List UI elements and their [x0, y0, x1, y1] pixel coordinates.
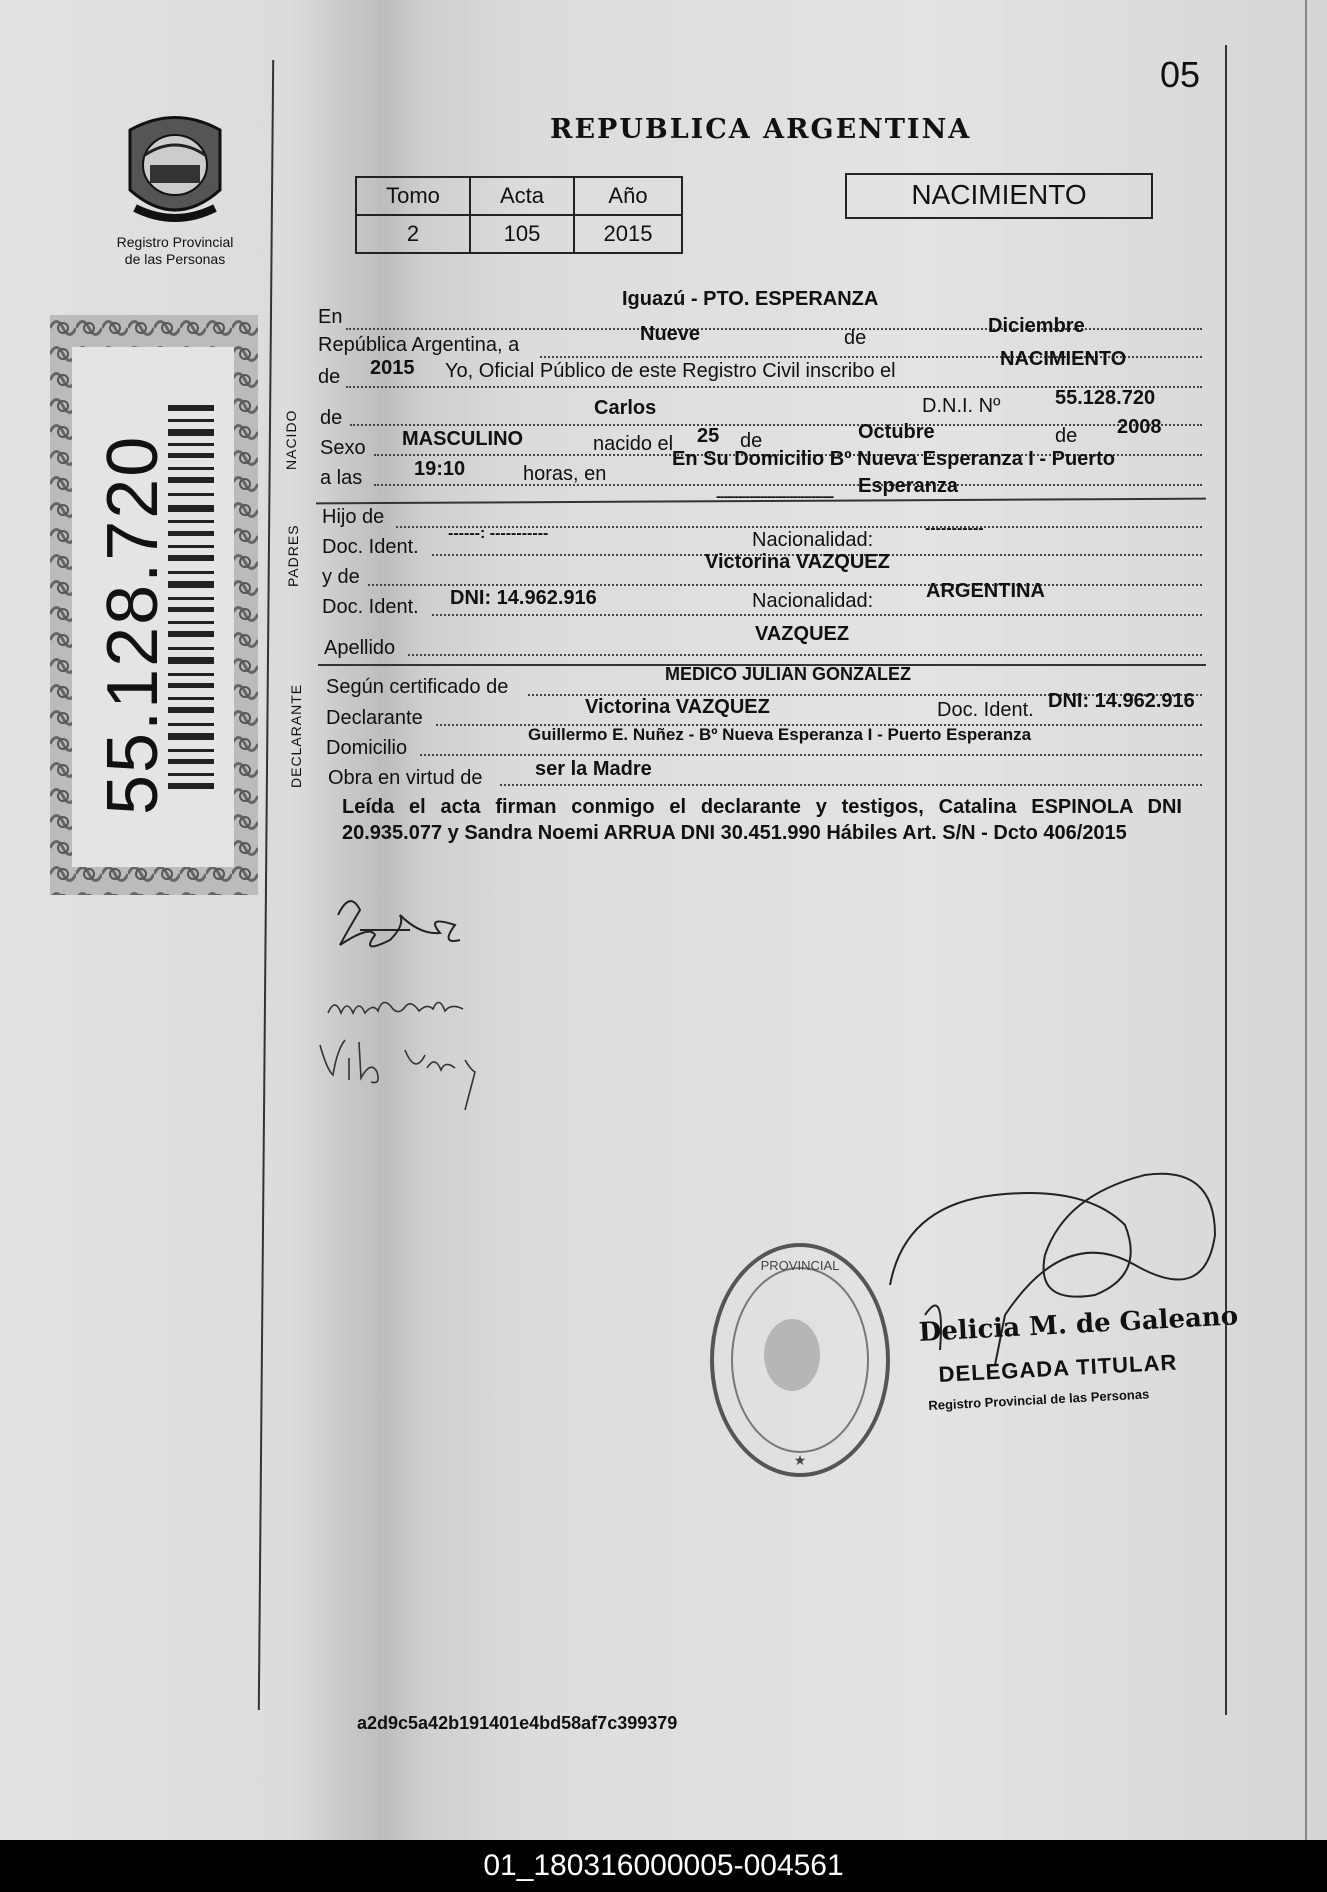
label-declarante: Declarante: [326, 707, 423, 729]
value-tipo: NACIMIENTO: [1000, 348, 1127, 370]
value-obra: ser la Madre: [535, 758, 652, 780]
label-hijo-de: Hijo de: [322, 506, 385, 528]
value-apellido: VAZQUEZ: [755, 623, 850, 645]
value-tomo: 2: [356, 215, 470, 253]
section-padres: PADRES: [285, 524, 301, 587]
official-role: DELEGADA TITULAR: [938, 1349, 1178, 1387]
dots-apellido: [408, 654, 1202, 656]
footer-id-bar: 01_180316000005-004561: [0, 1840, 1327, 1892]
logo-caption: [100, 234, 250, 268]
label-nacionalidad-2: Nacionalidad:: [752, 590, 874, 612]
value-acta: 105: [470, 215, 574, 253]
label-domicilio: Domicilio: [326, 737, 408, 759]
label-nacionalidad-1: Nacionalidad:: [752, 529, 874, 551]
official-office: Registro Provincial de las Personas: [928, 1386, 1150, 1413]
label-apellido: Apellido: [324, 637, 396, 659]
value-domicilio: Guillermo E. Nuñez - Bº Nueva Esperanza I - Puerto Esperanza: [528, 725, 1032, 744]
label-de-anio: de: [318, 366, 341, 388]
value-anio: 2015: [574, 215, 682, 253]
document-hash: a2d9c5a42b191401e4bd58af7c399379: [357, 1713, 678, 1733]
label-a-las: a las: [320, 467, 363, 489]
value-lugar-nac-2: Esperanza: [858, 475, 959, 497]
label-republica: República Argentina, a: [318, 334, 520, 356]
signature-catalina: [330, 885, 470, 965]
label-y-de: y de: [322, 566, 360, 588]
label-segun: Según certificado de: [326, 676, 509, 698]
dots-doc2: [432, 614, 1202, 616]
value-doc-padre: ------: -----------: [448, 525, 549, 542]
label-de-nombre: de: [320, 407, 343, 429]
record-type-box: NACIMIENTO: [845, 173, 1153, 219]
label-de-mes: de: [844, 327, 867, 349]
logo-caption-line2: de las Personas: [124, 251, 226, 267]
province-seal-logo: [120, 110, 230, 230]
value-certificado: MEDICO JULIAN GONZALEZ: [665, 664, 911, 684]
label-nacido-el: nacido el: [593, 433, 674, 455]
label-obra: Obra en virtud de: [328, 767, 483, 789]
label-doc-ident-2: Doc. Ident.: [322, 596, 419, 618]
section-declarante: DECLARANTE: [288, 683, 304, 788]
label-doc-ident-1: Doc. Ident.: [322, 536, 419, 558]
strip-number: 55.128.720: [93, 434, 173, 815]
header-anio: Año: [574, 177, 682, 215]
value-lugar-nac-1: En Su Domicilio Bº Nueva Esperanza I - Puerto: [672, 448, 1115, 470]
value-doc-madre: DNI: 14.962.916: [450, 587, 597, 609]
page-number: 05: [1160, 54, 1201, 95]
value-dia: Nueve: [640, 323, 701, 345]
value-hora: 19:10: [414, 458, 466, 480]
value-anio-nac: 2008: [1117, 416, 1162, 438]
value-madre: Victorina VAZQUEZ: [705, 551, 890, 573]
label-en: En: [318, 306, 343, 328]
registry-header-row: [356, 177, 682, 215]
registry-value-row: [356, 215, 682, 253]
value-anio: 2015: [370, 357, 415, 379]
signature-sandra: [323, 985, 473, 1025]
value-doc-declarante: DNI: 14.962.916: [1048, 690, 1195, 712]
svg-text:PROVINCIAL: PROVINCIAL: [760, 1258, 840, 1273]
value-nac-padre: -----------: [925, 520, 984, 537]
label-sexo: Sexo: [320, 437, 366, 459]
value-lugar: Iguazú - PTO. ESPERANZA: [622, 288, 879, 310]
label-doc-ident-3: Doc. Ident.: [937, 699, 1034, 721]
label-yo: Yo, Oficial Público de este Registro Civil inscribo el: [445, 360, 896, 382]
dots-y-de: [368, 584, 1202, 586]
dots-obra: [500, 784, 1202, 786]
dots-domicilio: [420, 754, 1202, 756]
value-nac-madre: ARGENTINA: [926, 580, 1045, 602]
label-horas-en: horas, en: [523, 463, 607, 485]
logo-caption-line1: Registro Provincial: [116, 234, 234, 250]
value-dni: 55.128.720: [1055, 387, 1156, 409]
value-hijo-de: --------------------------------: [716, 488, 834, 504]
far-right-edge: [1305, 0, 1307, 1840]
official-seal: [700, 1230, 900, 1490]
header-acta: Acta: [470, 177, 574, 215]
dots-a-las: [374, 484, 1202, 486]
section-nacido: NACIDO: [283, 409, 299, 470]
value-mes-nac: Octubre: [858, 421, 935, 443]
right-margin-line: [1225, 45, 1227, 1715]
registry-table: [355, 176, 683, 254]
value-mes: Diciembre: [988, 315, 1085, 337]
label-de2: de: [740, 430, 763, 452]
signature-vito: [315, 1030, 495, 1120]
svg-text:★: ★: [793, 1452, 807, 1468]
value-dia-nac: 25: [697, 425, 720, 447]
value-declarante: Victorina VAZQUEZ: [585, 696, 770, 718]
value-nombre: Carlos: [594, 397, 657, 419]
closing-text: Leída el acta firman conmigo el declarante y testigos, Catalina ESPINOLA DNI 20.935.077 y Sandra Noemi ARRUA DNI 30.451.990 Hábiles Art. S/N - Dcto 406/2015: [342, 796, 1182, 844]
label-de3: de: [1055, 425, 1078, 447]
official-name: Delicia M. de Galeano: [918, 1301, 1239, 1348]
value-sexo: MASCULINO: [402, 428, 524, 450]
header-tomo: Tomo: [356, 177, 470, 215]
page-title: REPUBLICA ARGENTINA: [550, 114, 972, 145]
left-margin-line: [258, 60, 274, 1710]
label-dni: D.N.I. Nº: [922, 395, 1001, 417]
